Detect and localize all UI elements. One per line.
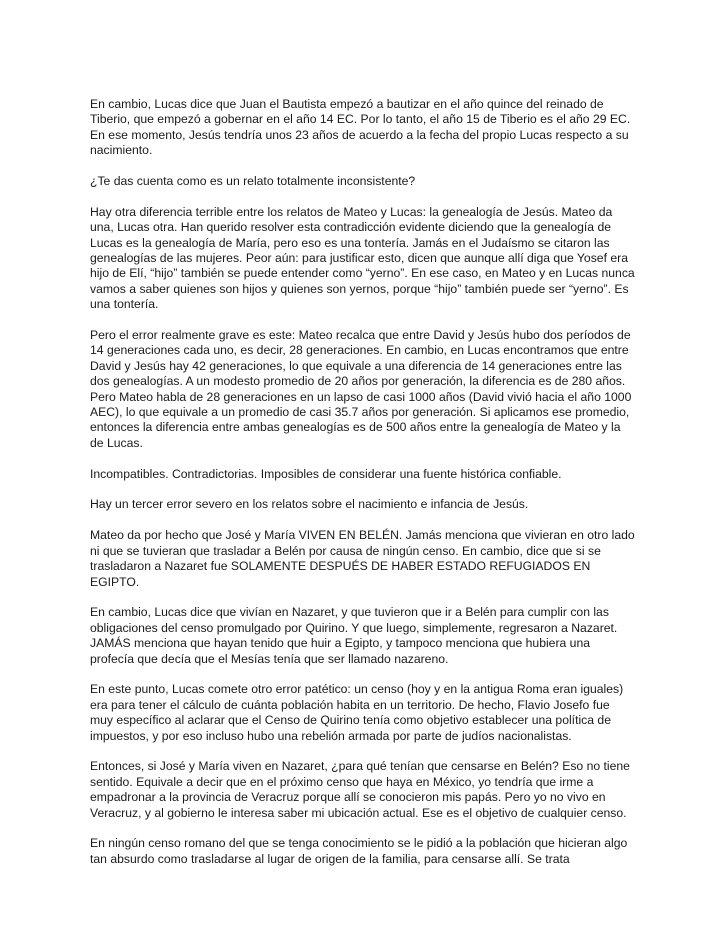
paragraph-7: Mateo da por hecho que José y María VIVEN EN BELÉN. Jamás menciona que vivieran en otro lado ni que se tuvieran que trasladar a Belén por causa de ningún censo. En cambio, dice que si se trasladaron a Nazaret fue SOLAMENTE DESPUÉS DE HABER ESTADO REFUGIADOS EN EGIPTO.: [90, 528, 635, 589]
paragraph-1: En cambio, Lucas dice que Juan el Bautista empezó a bautizar en el año quince del reinado de Tiberio, que empezó a gobernar en el año 14 EC. Por lo tanto, el año 15 de Tiberio es el año 29 EC. En ese momento, Jesús tendría unos 23 años de acuerdo a la fecha del propio Lucas respecto a su nacimiento.: [90, 97, 631, 158]
paragraph-4: Pero el error realmente grave es este: Mateo recalca que entre David y Jesús hubo dos períodos de 14 generaciones cada uno, es decir, 28 generaciones. En cambio, en Lucas encontramos que entre David y Jesús hay 42 generaciones, lo que equivale a una diferencia de 14 generaciones entre las dos genealogías. A un modesto promedio de 20 años por generación, la diferencia es de 280 años. Pero Mateo habla de 28 generaciones en un lapso de casi 1000 años (David vivió hacia el año 1000 AEC), lo que equivale a un promedio de casi 35.7 años por generación. Si aplicamos ese promedio, entonces la diferencia entre ambas genealogías es de 500 años entre la genealogía de Mateo y la de Lucas.: [90, 328, 632, 450]
paragraph-3: Hay otra diferencia terrible entre los relatos de Mateo y Lucas: la genealogía de Jesús. Mateo da una, Lucas otra. Han querido resolver esta contradicción evidente diciendo que la genealogía de Lucas es la genealogía de María, pero eso es una tontería. Jamás en el Judaísmo se citaron las genealogías de las mujeres. Peor aún: para justificar esto, dicen que aunque allí diga que Yosef era hijo de Elí, “hijo” también se puede entender como “yerno”. En ese caso, en Mateo y en Lucas nunca vamos a saber quienes son hijos y quienes son yernos, porque “hijo” también puede ser “yerno”. Es una tontería.: [90, 204, 635, 312]
paragraph-9: En este punto, Lucas comete otro error patético: un censo (hoy y en la antigua Roma eran iguales) era para tener el cálculo de cuánta población habita en un territorio. De hecho, Flavio Josefo fue muy específico al aclarar que el Censo de Quirino tenía como objetivo establecer una política de impuestos, y por eso incluso hubo una rebelión armada por parte de judíos nacionalistas.: [90, 682, 624, 743]
paragraph-2: ¿Te das cuenta como es un relato totalmente inconsistente?: [90, 174, 416, 189]
paragraph-8: En cambio, Lucas dice que vivían en Nazaret, y que tuvieron que ir a Belén para cumplir con las obligaciones del censo promulgado por Quirino. Y que luego, simplemente, regresaron a Nazaret. JAMÁS menciona que hayan tenido que huir a Egipto, y tampoco menciona que hubiera una profecía que decía que el Mesías tenía que ser llamado nazareno.: [90, 605, 618, 666]
document-body: [90, 97, 635, 883]
paragraph-11: En ningún censo romano del que se tenga conocimiento se le pidió a la población que hicieran algo tan absurdo como trasladarse al lugar de origen de la familia, para censarse allí. Se trata: [90, 836, 628, 866]
paragraph-5: Incompatibles. Contradictorias. Imposibles de considerar una fuente histórica confiable.: [90, 466, 562, 481]
paragraph-10: Entonces, si José y María viven en Nazaret, ¿para qué tenían que censarse en Belén? Eso no tiene sentido. Equivale a decir que en el próximo censo que haya en México, yo tendría que irme a empadronar a la provincia de Veracruz porque allí se conocieron mis papás. Pero yo no vivo en Veracruz, y al gobierno le interesa saber mi ubicación actual. Ese es el objetivo de cualquier censo.: [90, 759, 630, 820]
paragraph-6: Hay un tercer error severo en los relatos sobre el nacimiento e infancia de Jesús.: [90, 497, 529, 512]
